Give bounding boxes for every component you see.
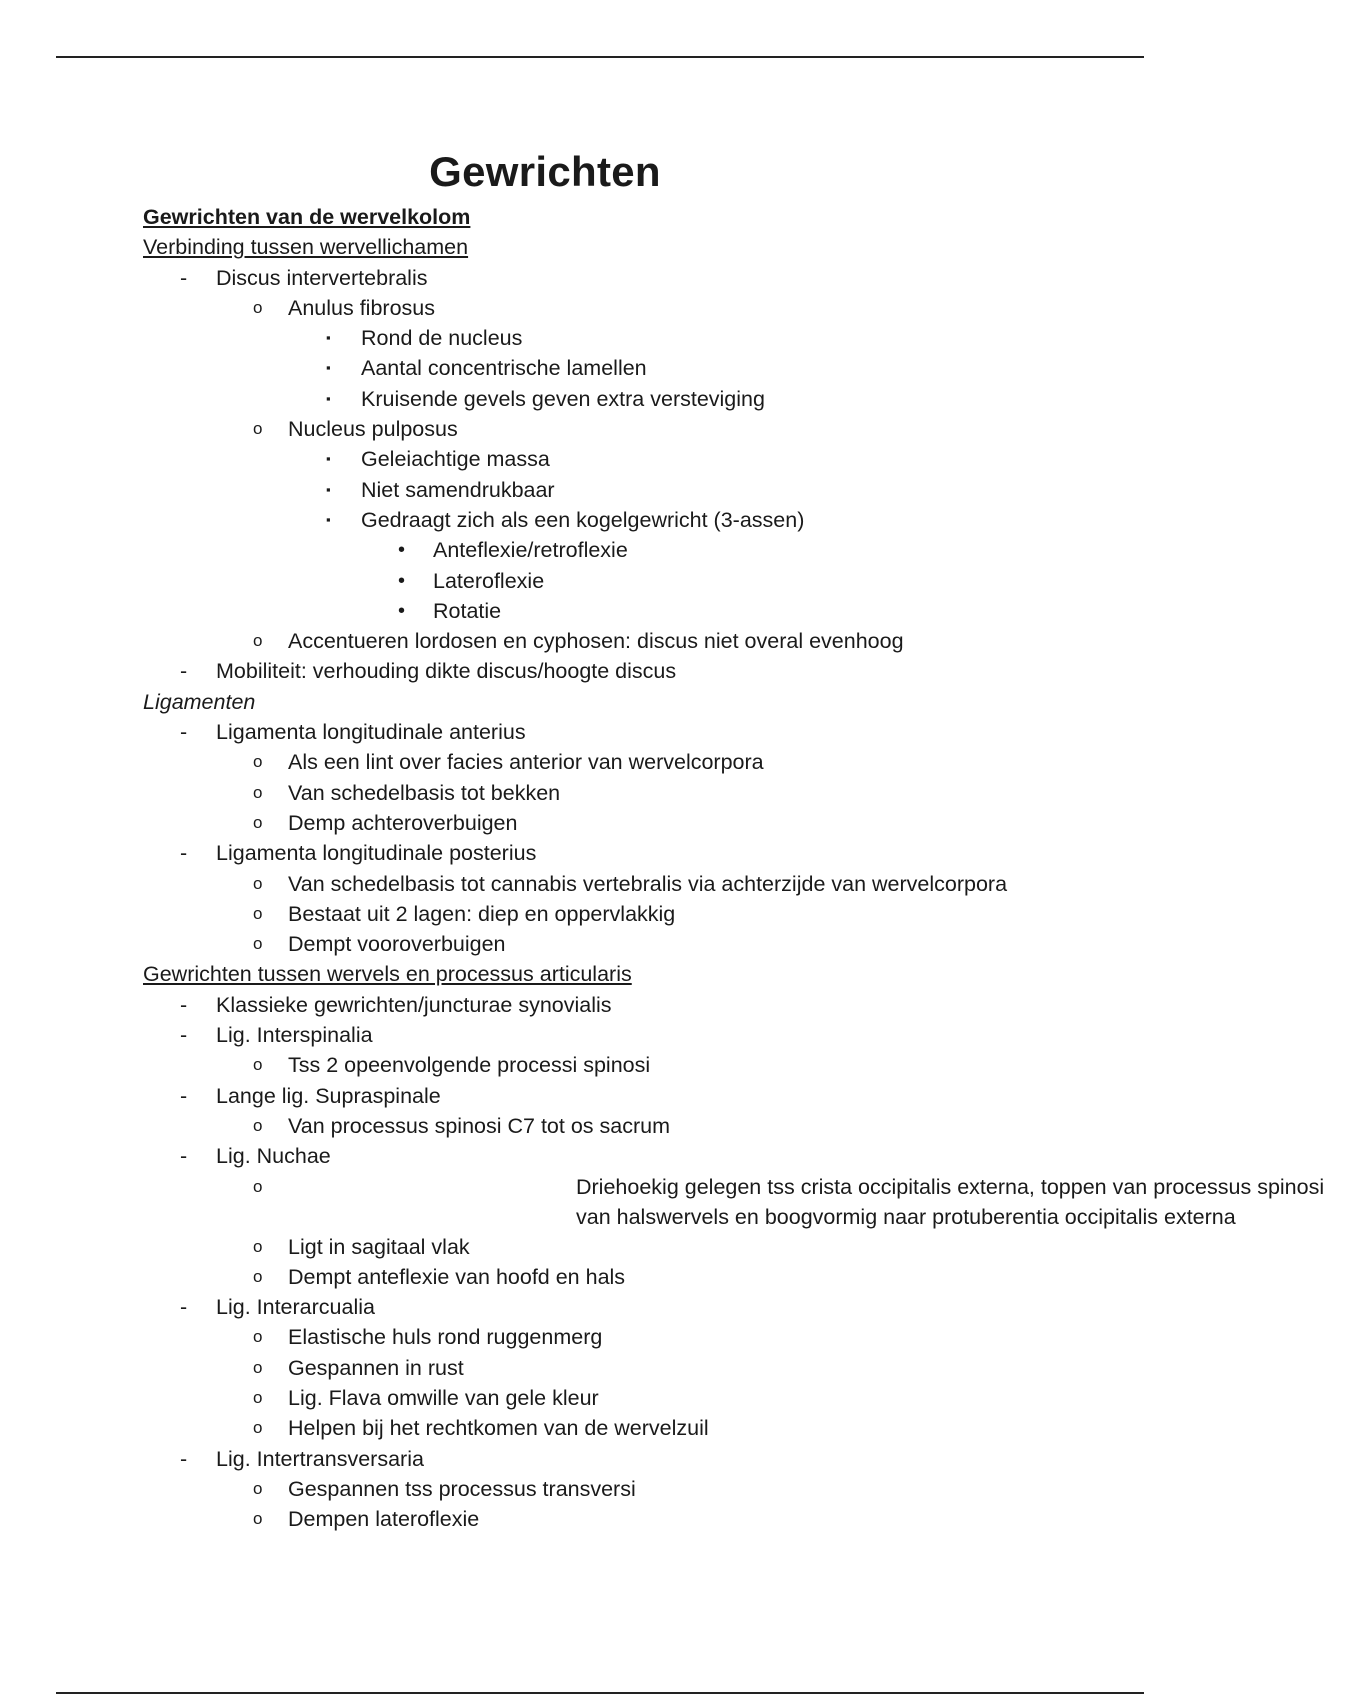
section-heading: Gewrichten van de wervelkolom bbox=[143, 205, 471, 229]
header-rule bbox=[56, 56, 1144, 58]
list-item bbox=[0, 505, 1200, 535]
list-item bbox=[0, 293, 1200, 323]
dash-bullet: - bbox=[180, 720, 188, 745]
list-item-text: Kruisende gevels geven extra versteviging bbox=[361, 386, 765, 411]
list-item bbox=[0, 778, 1200, 808]
list-item bbox=[0, 717, 1200, 747]
list-item bbox=[0, 990, 1200, 1020]
circle-bullet: o bbox=[253, 1387, 263, 1407]
circle-bullet: o bbox=[253, 903, 263, 923]
list-item-text: Dempen lateroflexie bbox=[288, 1507, 480, 1532]
list-item-text: Lig. Flava omwille van gele kleur bbox=[288, 1385, 599, 1410]
list-item bbox=[0, 596, 1200, 626]
list-item bbox=[0, 899, 1200, 929]
document-body bbox=[0, 202, 1325, 1534]
list-item-text: Dempt anteflexie van hoofd en hals bbox=[288, 1264, 626, 1289]
page-title: Gewrichten bbox=[429, 148, 661, 195]
list-item bbox=[0, 1172, 1325, 1232]
square-bullet: ▪ bbox=[326, 390, 331, 406]
circle-bullet: o bbox=[253, 1236, 263, 1256]
list-item bbox=[0, 535, 1200, 565]
list-item-text: Lig. Interspinalia bbox=[216, 1023, 373, 1048]
dot-bullet: • bbox=[398, 539, 406, 562]
list-item-text: Lig. Interarcualia bbox=[216, 1295, 375, 1320]
list-item-text: Geleiachtige massa bbox=[361, 447, 550, 472]
list-item bbox=[0, 353, 1200, 383]
circle-bullet: o bbox=[253, 812, 263, 832]
section-subheading: Verbinding tussen wervellichamen bbox=[143, 235, 469, 260]
list-item bbox=[0, 1444, 1200, 1474]
section-heading: Ligamenten bbox=[143, 689, 256, 714]
list-item bbox=[0, 414, 1200, 444]
list-item-text: Niet samendrukbaar bbox=[361, 477, 555, 502]
list-item-text: Klassieke gewrichten/juncturae synovialis bbox=[216, 992, 612, 1017]
list-item-text: Tss 2 opeenvolgende processi spinosi bbox=[288, 1053, 651, 1078]
dash-bullet: - bbox=[180, 1023, 188, 1048]
list-item bbox=[0, 323, 1200, 353]
dash-bullet: - bbox=[180, 659, 188, 684]
list-item bbox=[0, 1141, 1200, 1171]
list-item-text: Anulus fibrosus bbox=[288, 295, 435, 320]
dash-bullet: - bbox=[180, 1295, 188, 1320]
list-item bbox=[0, 475, 1200, 505]
dash-bullet: - bbox=[180, 1446, 188, 1471]
circle-bullet: o bbox=[253, 631, 263, 651]
circle-bullet: o bbox=[253, 1509, 263, 1529]
circle-bullet: o bbox=[253, 1357, 263, 1377]
circle-bullet: o bbox=[253, 934, 263, 954]
square-bullet: ▪ bbox=[326, 481, 331, 497]
list-item bbox=[0, 1232, 1200, 1262]
list-item bbox=[0, 1504, 1200, 1534]
list-item bbox=[0, 1111, 1200, 1141]
list-item bbox=[0, 747, 1200, 777]
list-item-text: Ligt in sagitaal vlak bbox=[288, 1234, 470, 1259]
list-item-text: Elastische huls rond ruggenmerg bbox=[288, 1325, 603, 1350]
circle-bullet: o bbox=[253, 1418, 263, 1438]
list-item-text: Ligamenta longitudinale posterius bbox=[216, 841, 537, 866]
list-item-text: Van schedelbasis tot bekken bbox=[288, 780, 561, 805]
dash-bullet: - bbox=[180, 265, 188, 290]
list-item-text: Bestaat uit 2 lagen: diep en oppervlakkig bbox=[288, 901, 676, 926]
list-item bbox=[0, 869, 1200, 899]
list-item-text: Gespannen in rust bbox=[288, 1355, 464, 1380]
list-item-text: Lateroflexie bbox=[433, 568, 545, 593]
square-bullet: ▪ bbox=[326, 360, 331, 376]
list-item-text: Mobiliteit: verhouding dikte discus/hoogte discus bbox=[216, 659, 677, 684]
dot-bullet: • bbox=[398, 599, 406, 622]
circle-bullet: o bbox=[253, 782, 263, 802]
list-item-text: Rotatie bbox=[433, 598, 502, 623]
list-item-text: Demp achteroverbuigen bbox=[288, 810, 518, 835]
list-item-text: Lig. Nuchae bbox=[216, 1144, 331, 1169]
list-item-text: Discus intervertebralis bbox=[216, 265, 428, 290]
list-item-text: Gedraagt zich als een kogelgewricht (3-assen) bbox=[361, 507, 805, 532]
list-item-text: Ligamenta longitudinale anterius bbox=[216, 720, 526, 745]
list-item bbox=[0, 1353, 1200, 1383]
list-item bbox=[0, 929, 1200, 959]
circle-bullet: o bbox=[253, 752, 263, 772]
list-item-text: Lig. Intertransversaria bbox=[216, 1446, 424, 1471]
circle-bullet: o bbox=[253, 1055, 263, 1075]
dash-bullet: - bbox=[180, 1144, 188, 1169]
list-item bbox=[0, 384, 1200, 414]
list-item bbox=[0, 808, 1200, 838]
list-item bbox=[0, 1413, 1200, 1443]
list-item bbox=[0, 566, 1200, 596]
list-item-text: Aantal concentrische lamellen bbox=[361, 356, 647, 381]
list-item-text: Dempt vooroverbuigen bbox=[288, 932, 506, 957]
list-item-text: Accentueren lordosen en cyphosen: discus niet overal evenhoog bbox=[288, 629, 904, 654]
section-heading: Gewrichten tussen wervels en processus articularis bbox=[143, 962, 632, 987]
list-item-text: Rond de nucleus bbox=[361, 326, 523, 351]
square-bullet: ▪ bbox=[326, 451, 331, 467]
square-bullet: ▪ bbox=[326, 330, 331, 346]
list-item bbox=[0, 626, 1200, 656]
dash-bullet: - bbox=[180, 841, 188, 866]
list-item bbox=[0, 1383, 1200, 1413]
list-item-text: Van schedelbasis tot cannabis vertebralis via achterzijde van wervelcorpora bbox=[288, 871, 1008, 896]
list-item-text: Gespannen tss processus transversi bbox=[288, 1476, 636, 1501]
circle-bullet: o bbox=[253, 1176, 263, 1196]
dash-bullet: - bbox=[180, 992, 188, 1017]
dash-bullet: - bbox=[180, 1083, 188, 1108]
circle-bullet: o bbox=[253, 297, 263, 317]
dot-bullet: • bbox=[398, 569, 406, 592]
circle-bullet: o bbox=[253, 1327, 263, 1347]
list-item-text: Van processus spinosi C7 tot os sacrum bbox=[288, 1113, 670, 1138]
list-item bbox=[0, 444, 1200, 474]
circle-bullet: o bbox=[253, 419, 263, 439]
list-item bbox=[0, 1262, 1200, 1292]
list-item bbox=[0, 656, 1200, 686]
list-item-text: Nucleus pulposus bbox=[288, 417, 458, 442]
list-item bbox=[0, 1081, 1200, 1111]
list-item bbox=[0, 1050, 1200, 1080]
circle-bullet: o bbox=[253, 1266, 263, 1286]
list-item bbox=[0, 1322, 1200, 1352]
list-item-text: Anteflexie/retroflexie bbox=[433, 538, 628, 563]
circle-bullet: o bbox=[253, 873, 263, 893]
list-item bbox=[0, 1292, 1200, 1322]
list-item bbox=[0, 838, 1200, 868]
list-item-text: Als een lint over facies anterior van wervelcorpora bbox=[288, 750, 764, 775]
list-item-text: Helpen bij het rechtkomen van de wervelzuil bbox=[288, 1416, 709, 1441]
list-item bbox=[0, 1020, 1200, 1050]
list-item bbox=[0, 263, 1200, 293]
circle-bullet: o bbox=[253, 1115, 263, 1135]
circle-bullet: o bbox=[253, 1478, 263, 1498]
list-item-text: Lange lig. Supraspinale bbox=[216, 1083, 441, 1108]
list-item bbox=[0, 1474, 1200, 1504]
footer-rule bbox=[56, 1692, 1144, 1694]
list-item-text: Driehoekig gelegen tss crista occipitalis externa, toppen van processus spinosi van halswervels en boogvormig naar protuberentia occipitalis externa bbox=[576, 1174, 1325, 1229]
square-bullet: ▪ bbox=[326, 511, 331, 527]
